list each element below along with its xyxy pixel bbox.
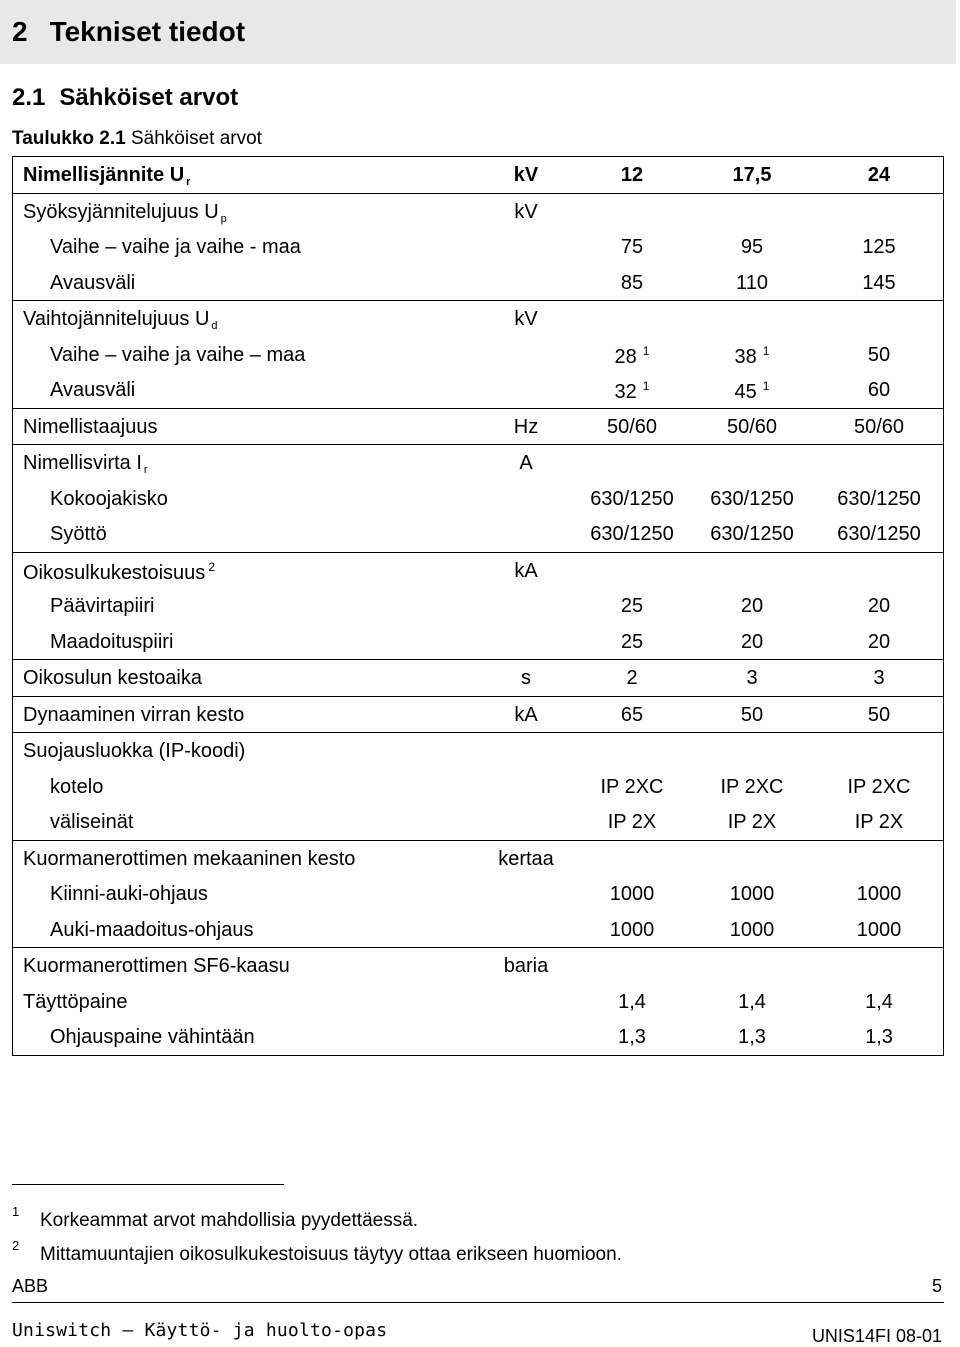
unit-text: kV — [514, 200, 538, 223]
value-text: IP 2XC — [847, 775, 911, 798]
row-label-text: Vaihe – vaihe ja vaihe - maa — [50, 236, 301, 258]
row-label — [50, 523, 107, 546]
value-text: 25 — [620, 630, 644, 653]
value-text: 630/1250 — [710, 523, 794, 545]
value-wrap — [621, 704, 643, 727]
value-text: 75 — [620, 236, 644, 258]
value-text: IP 2X — [607, 811, 657, 833]
table-row — [13, 697, 943, 733]
value-wrap — [621, 164, 643, 187]
row-label — [50, 631, 173, 654]
value-wrap — [618, 991, 646, 1014]
value-wrap — [721, 776, 784, 799]
table-row — [13, 948, 943, 984]
row-label-text: Vaihe – vaihe ja vaihe – maa — [50, 343, 306, 366]
table-row — [13, 769, 943, 805]
row-label — [23, 740, 245, 763]
value-wrap — [862, 272, 895, 295]
row-label-text: Kuormanerottimen mekaaninen kesto — [23, 847, 356, 870]
value-text: 1,3 — [738, 1026, 766, 1048]
value-wrap — [746, 667, 757, 690]
value-wrap — [868, 379, 890, 402]
table-row — [13, 588, 943, 624]
value-text: 630/1250 — [837, 487, 921, 510]
footnote-ref: 1 — [642, 343, 650, 358]
value-wrap — [868, 704, 890, 727]
footnote-marker: 2 — [12, 1238, 20, 1253]
row-label-text: Vaihtojännitelujuus U — [23, 308, 210, 330]
value-text: 1,4 — [738, 990, 766, 1013]
value-text: 2 — [626, 667, 638, 689]
table-caption-text: Sähköiset arvot — [130, 128, 262, 149]
table-group — [13, 408, 943, 445]
value-text: 50 — [867, 703, 891, 726]
value-wrap — [735, 379, 770, 404]
value-wrap — [738, 991, 766, 1014]
value-wrap — [857, 919, 902, 942]
value-wrap — [865, 991, 893, 1014]
value-wrap — [741, 595, 763, 618]
value-wrap — [730, 919, 775, 942]
row-label — [50, 488, 168, 511]
value-text: 1,3 — [865, 1026, 893, 1048]
row-label-text: Täyttöpaine — [23, 990, 128, 1013]
table-row — [13, 194, 943, 230]
row-label-text: kotelo — [50, 775, 104, 798]
row-label — [50, 595, 154, 618]
row-label — [23, 560, 215, 585]
value-wrap — [590, 523, 673, 546]
table-row — [13, 660, 943, 696]
unit-text: s — [521, 667, 531, 689]
value-text: IP 2XC — [600, 775, 664, 798]
row-label — [50, 272, 135, 295]
value-text: 50 — [867, 343, 891, 366]
value-text: 20 — [740, 630, 764, 653]
unit-text: baria — [503, 955, 549, 977]
value-wrap — [854, 416, 904, 439]
row-label-text: Suojausluokka (IP-koodi) — [23, 740, 246, 762]
electrical-values-table — [12, 156, 944, 1056]
value-text: 50/60 — [726, 415, 778, 438]
table-row — [13, 624, 943, 660]
value-text: IP 2XC — [720, 775, 784, 798]
footer-doc-title: Uniswitch – Käyttö- ja huolto-opas — [12, 1320, 388, 1341]
unit-text: kV — [513, 164, 539, 186]
table-row — [13, 804, 943, 840]
value-wrap — [848, 776, 911, 799]
table-group — [13, 840, 943, 948]
subsection-title: Sähköiset arvot — [59, 84, 239, 111]
value-text: 65 — [620, 703, 644, 726]
value-text: 95 — [740, 236, 764, 258]
table-row — [13, 553, 943, 589]
row-label — [23, 201, 227, 225]
value-wrap — [601, 776, 664, 799]
row-label — [50, 883, 208, 906]
table-row — [13, 481, 943, 517]
table-row — [13, 229, 943, 265]
row-label — [23, 955, 290, 978]
row-label-text: Kuormanerottimen SF6-kaasu — [23, 955, 290, 977]
row-label — [50, 1026, 255, 1049]
table-row — [13, 409, 943, 445]
value-wrap — [621, 631, 643, 654]
row-label — [23, 308, 218, 332]
value-wrap — [738, 1026, 766, 1049]
value-text: 38 — [734, 345, 757, 368]
row-label-text: Kiinni-auki-ohjaus — [50, 883, 208, 905]
value-text: 12 — [620, 164, 644, 186]
row-label — [23, 452, 148, 476]
value-text: 3 — [746, 667, 758, 689]
row-label — [23, 667, 202, 690]
value-wrap — [728, 811, 777, 834]
table-row — [13, 1019, 943, 1055]
table-row — [13, 912, 943, 948]
table-group — [13, 552, 943, 660]
table-group — [13, 300, 943, 408]
footnote-text: Mittamuuntajien oikosulkukestoisuus täytyy ottaa erikseen huomioon. — [40, 1244, 622, 1265]
value-wrap — [618, 1026, 646, 1049]
value-wrap — [710, 523, 793, 546]
row-label-text: Syöttö — [50, 523, 107, 545]
value-text: 25 — [620, 595, 644, 617]
table-row — [13, 337, 943, 373]
table-row — [13, 301, 943, 337]
value-text: 1000 — [729, 883, 775, 905]
row-label-text: Päävirtapiiri — [50, 595, 155, 617]
row-label — [23, 416, 158, 439]
value-wrap — [873, 667, 884, 690]
unit-text: kV — [514, 308, 538, 330]
value-wrap — [868, 164, 890, 187]
value-text: 3 — [873, 667, 885, 689]
table-group — [13, 696, 943, 733]
unit-text: kA — [514, 703, 538, 726]
section-heading — [0, 0, 956, 64]
row-label-text: Dynaaminen virran kesto — [23, 703, 245, 726]
row-label-text: Kokoojakisko — [50, 487, 168, 510]
value-wrap — [837, 488, 920, 511]
value-text: 125 — [862, 236, 896, 258]
unit-text: kertaa — [498, 847, 554, 870]
table-row — [13, 445, 943, 481]
footer-doc-code: UNIS14FI 08-01 — [811, 1326, 942, 1346]
value-wrap — [741, 631, 763, 654]
row-label-text: Auki-maadoitus-ohjaus — [50, 918, 254, 941]
section-number: 2 — [12, 16, 28, 47]
value-wrap — [626, 667, 637, 690]
row-label — [23, 848, 355, 871]
footnote-ref: 1 — [762, 343, 770, 358]
value-text: 1,4 — [865, 990, 893, 1013]
row-label-text: Syöksyjännitelujuus U — [23, 200, 219, 223]
value-text: 630/1250 — [837, 523, 921, 545]
value-wrap — [590, 488, 673, 511]
value-wrap — [621, 595, 643, 618]
table-row — [13, 733, 943, 769]
label-subscript: d — [211, 320, 218, 332]
unit-text: A — [519, 452, 533, 474]
table-group — [13, 193, 943, 301]
row-label — [50, 379, 135, 402]
value-text: 110 — [736, 271, 768, 294]
unit-text: Hz — [513, 415, 539, 438]
value-text: 28 — [614, 345, 637, 368]
value-text: 20 — [867, 595, 891, 617]
value-wrap — [608, 811, 657, 834]
value-text: 630/1250 — [590, 523, 674, 545]
value-wrap — [727, 416, 777, 439]
table-row — [13, 876, 943, 912]
value-wrap — [868, 595, 890, 618]
footnote-ref: 1 — [762, 379, 770, 393]
value-text: 1000 — [609, 883, 655, 905]
value-wrap — [741, 236, 763, 259]
value-text: 1000 — [729, 918, 775, 941]
value-text: 85 — [620, 271, 644, 294]
subsection-number: 2.1 — [12, 84, 46, 111]
label-subscript: r — [186, 176, 191, 188]
table-row — [13, 372, 943, 408]
value-wrap — [868, 631, 890, 654]
value-wrap — [736, 272, 768, 295]
value-text: 145 — [862, 271, 896, 294]
table-caption-label: Taulukko 2.1 — [12, 128, 126, 149]
table-row — [13, 157, 943, 193]
table-row — [13, 841, 943, 877]
value-wrap — [610, 919, 655, 942]
row-label — [23, 704, 244, 727]
row-label-text: Nimellistaajuus — [23, 415, 158, 438]
value-wrap — [615, 344, 650, 369]
table-group — [13, 659, 943, 696]
value-wrap — [741, 704, 763, 727]
row-label-text: Oikosulun kestoaika — [23, 667, 202, 689]
row-label-text: Avausväli — [50, 379, 136, 401]
value-wrap — [621, 272, 643, 295]
value-wrap — [615, 379, 650, 404]
footnote-text: Korkeammat arvot mahdollisia pyydettäessä. — [40, 1210, 419, 1231]
value-text: 50 — [740, 703, 764, 726]
value-text: 24 — [867, 164, 891, 186]
value-wrap — [735, 344, 770, 369]
value-text: 1000 — [856, 883, 902, 905]
page-number: 5 — [931, 1276, 942, 1296]
footer-divider — [12, 1302, 944, 1303]
footer-company: ABB — [12, 1276, 49, 1296]
footnote-divider — [12, 1184, 284, 1185]
value-wrap — [607, 416, 657, 439]
row-label — [50, 344, 305, 367]
table-row — [13, 984, 943, 1020]
row-label-text: Nimellisjännite U — [23, 164, 185, 186]
row-label-text: Avausväli — [50, 271, 136, 294]
footnote-marker: 1 — [12, 1204, 20, 1219]
value-wrap — [837, 523, 920, 546]
value-text: 17,5 — [732, 164, 772, 186]
label-subscript: r — [143, 464, 148, 476]
table-group — [13, 947, 943, 1055]
value-text: 50/60 — [606, 415, 658, 438]
value-text: 32 — [614, 381, 637, 403]
table-group — [13, 157, 943, 193]
value-wrap — [610, 883, 655, 906]
row-label-text: Ohjauspaine vähintään — [50, 1026, 255, 1048]
table-group — [13, 732, 943, 840]
value-text: 20 — [867, 630, 891, 653]
value-text: 50/60 — [853, 415, 905, 438]
value-text: 630/1250 — [710, 487, 794, 510]
row-label-text: Maadoituspiiri — [50, 630, 174, 653]
value-text: IP 2X — [727, 811, 777, 833]
value-text: 20 — [740, 595, 764, 617]
value-text: 60 — [867, 379, 891, 401]
label-subscript: p — [220, 212, 227, 225]
table-caption — [12, 128, 262, 150]
row-label — [50, 776, 103, 799]
value-wrap — [855, 811, 904, 834]
value-wrap — [621, 236, 643, 259]
value-wrap — [730, 883, 775, 906]
unit-text: kA — [514, 559, 538, 582]
value-wrap — [868, 344, 890, 367]
value-wrap — [862, 236, 895, 259]
subsection-heading — [12, 84, 238, 112]
row-label-text: Oikosulkukestoisuus — [23, 561, 206, 584]
value-text: 45 — [734, 381, 757, 403]
value-wrap — [710, 488, 793, 511]
row-label — [50, 919, 253, 942]
value-text: 630/1250 — [590, 487, 674, 510]
table-row — [13, 265, 943, 301]
row-label — [23, 164, 190, 188]
row-label-text: väliseinät — [50, 811, 134, 833]
value-wrap — [857, 883, 902, 906]
section-title: Tekniset tiedot — [49, 16, 246, 47]
value-text: 1,4 — [618, 990, 646, 1013]
value-text: IP 2X — [854, 811, 904, 833]
value-wrap — [865, 1026, 893, 1049]
table-row — [13, 516, 943, 552]
row-label — [23, 991, 128, 1014]
value-text: 1,3 — [618, 1026, 646, 1048]
value-wrap — [733, 164, 772, 187]
value-text: 1000 — [609, 918, 655, 941]
row-label-text: Nimellisvirta I — [23, 452, 142, 474]
value-text: 1000 — [856, 918, 902, 941]
table-group — [13, 444, 943, 552]
row-label — [50, 236, 301, 259]
row-label — [50, 811, 133, 834]
footnote-ref: 2 — [208, 559, 215, 574]
footnote-ref: 1 — [642, 379, 650, 393]
